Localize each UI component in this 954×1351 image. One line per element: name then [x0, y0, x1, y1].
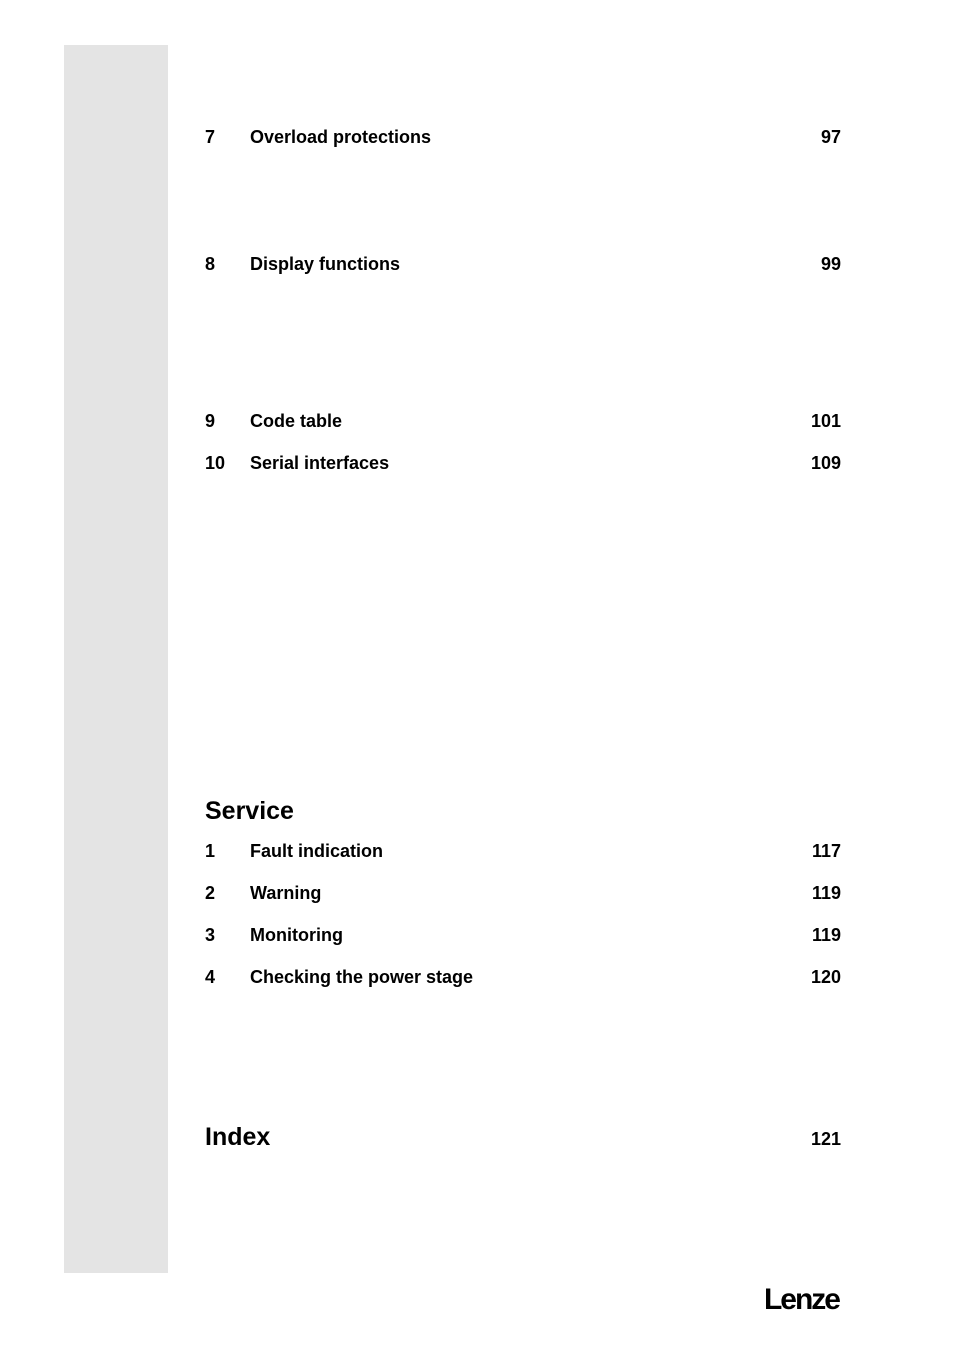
toc-entry-warning[interactable]: [205, 881, 841, 905]
toc-entry-page: 99: [820, 254, 841, 274]
toc-entry-fault-indication[interactable]: [205, 839, 841, 863]
toc-entry-checking-power-stage[interactable]: [205, 965, 841, 989]
toc-entry-monitoring[interactable]: [205, 923, 841, 947]
toc-entry-number: 1: [205, 841, 216, 861]
toc-entry-title: Fault indication: [250, 841, 383, 861]
toc-entry-page: 119: [811, 883, 841, 903]
toc-entry-page: 119: [811, 925, 841, 945]
toc-entry-number: 8: [205, 254, 216, 274]
service-heading: Service: [205, 797, 294, 825]
toc-entry-number: 3: [205, 925, 216, 945]
toc-entry-page: 101: [810, 411, 841, 431]
toc-entry-number: 2: [205, 883, 216, 903]
toc-entry-title: Display functions: [250, 254, 401, 274]
toc-entry-title: Serial interfaces: [250, 453, 390, 473]
toc-entry-number: 4: [205, 967, 216, 987]
toc-entry-page: 109: [810, 453, 841, 473]
lenze-logo: Lenze: [763, 1283, 839, 1316]
toc-entry-title: Code table: [250, 411, 343, 431]
toc-entry-overload-protections[interactable]: [205, 125, 841, 149]
toc-entry-page: 117: [811, 841, 841, 861]
index-heading[interactable]: Index: [205, 1123, 271, 1151]
toc-entry-title: Monitoring: [250, 925, 343, 945]
toc-entry-number: 10: [205, 453, 226, 473]
toc-entry-serial-interfaces[interactable]: [205, 451, 841, 475]
toc-entry-page: 97: [820, 127, 841, 147]
index-page-number: 121: [810, 1129, 841, 1149]
toc-entry-title: Checking the power stage: [250, 967, 474, 987]
toc-entry-title: Warning: [250, 883, 322, 903]
side-bar: [64, 45, 168, 1273]
toc-entry-number: 7: [205, 127, 216, 147]
toc-entry-number: 9: [205, 411, 216, 431]
toc-entry-display-functions[interactable]: [205, 252, 841, 276]
toc-entry-page: 120: [810, 967, 841, 987]
toc-entry-title: Overload protections: [250, 127, 432, 147]
toc-entry-code-table[interactable]: [205, 409, 841, 433]
